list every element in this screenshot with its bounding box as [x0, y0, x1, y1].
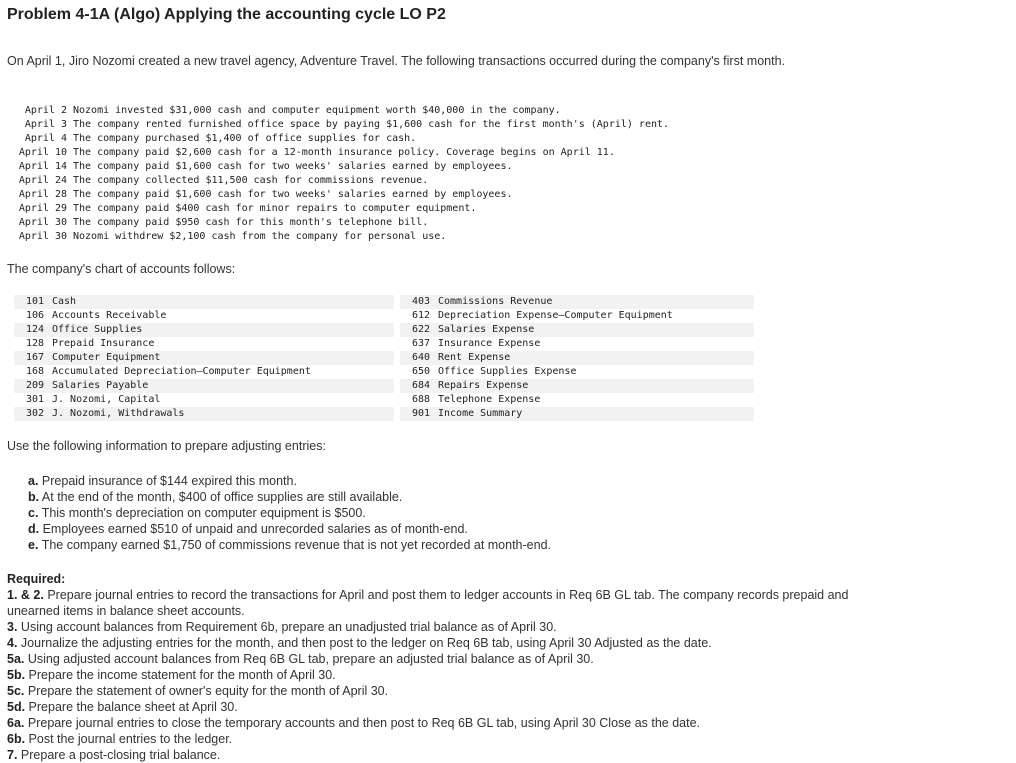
account-name: Office Supplies Expense: [438, 366, 577, 377]
account-row: [14, 323, 394, 337]
account-row: [14, 337, 394, 351]
adjustment-item: [28, 537, 551, 553]
account-row: [400, 393, 754, 407]
adjustment-item: [28, 505, 551, 521]
account-row: [14, 407, 394, 421]
account-row: [14, 351, 394, 365]
account-row: [400, 323, 754, 337]
transaction-date: April 2: [24, 105, 67, 116]
account-row: [14, 309, 394, 323]
account-name: Commissions Revenue: [438, 296, 553, 307]
adjustment-text: At the end of the month, $400 of office supplies are still available.: [41, 490, 403, 504]
chart-of-accounts-intro: The company's chart of accounts follows:: [7, 262, 236, 276]
account-number: 901: [411, 408, 430, 419]
required-text: Prepare journal entries to record the transactions for April and post them to ledger accounts in Req 6B GL tab. The company records prepaid and unearned items in balance sheet accounts.: [7, 588, 849, 618]
account-number: 640: [411, 352, 430, 363]
account-number: 209: [25, 380, 44, 391]
adjustment-item: [28, 489, 551, 505]
required-heading: Required:: [7, 572, 66, 586]
transaction-text: The company paid $1,600 cash for two weeks' salaries earned by employees.: [73, 161, 513, 172]
required-item: [7, 747, 857, 763]
required-text: Prepare the income statement for the month of April 30.: [28, 668, 336, 682]
account-number: 101: [25, 296, 44, 307]
account-name: Accumulated Depreciation—Computer Equipment: [52, 366, 311, 377]
required-text: Prepare the balance sheet at April 30.: [28, 700, 238, 714]
transaction-date: April 28: [18, 189, 67, 200]
account-row: [400, 379, 754, 393]
required-item: [7, 683, 857, 699]
adjustment-letter: b.: [28, 490, 40, 504]
transaction-text: The company paid $400 cash for minor repairs to computer equipment.: [73, 203, 477, 214]
required-text: Using adjusted account balances from Req 6B GL tab, prepare an adjusted trial balance as of April 30.: [27, 652, 594, 666]
account-name: Accounts Receivable: [52, 310, 167, 321]
transaction-row: [7, 202, 669, 216]
account-row: [14, 295, 394, 309]
transaction-date: April 3: [24, 119, 67, 130]
account-number: 622: [411, 324, 430, 335]
adjustment-item: [28, 521, 551, 537]
account-name: Repairs Expense: [438, 380, 529, 391]
account-number: 612: [411, 310, 430, 321]
account-name: Rent Expense: [438, 352, 511, 363]
required-item: [7, 635, 857, 651]
account-name: Depreciation Expense—Computer Equipment: [438, 310, 673, 321]
required-text: Prepare a post-closing trial balance.: [20, 748, 221, 762]
required-label: 5d.: [7, 700, 26, 714]
required-label: 5a.: [7, 652, 25, 666]
transaction-row: [7, 188, 669, 202]
adjustment-letter: e.: [28, 538, 39, 552]
adjustment-letter: a.: [28, 474, 39, 488]
account-number: 106: [25, 310, 44, 321]
account-name: Telephone Expense: [438, 394, 541, 405]
page-title: Problem 4-1A (Algo) Applying the accounting cycle LO P2: [7, 6, 446, 23]
required-label: 4.: [7, 636, 18, 650]
adjusting-intro: Use the following information to prepare adjusting entries:: [7, 439, 326, 453]
transaction-row: [7, 104, 669, 118]
account-number: 124: [25, 324, 44, 335]
transaction-row: [7, 230, 669, 244]
required-label: 6a.: [7, 716, 25, 730]
account-name: Prepaid Insurance: [52, 338, 155, 349]
transaction-text: Nozomi invested $31,000 cash and computer equipment worth $40,000 in the company.: [73, 105, 561, 116]
required-text: Using account balances from Requirement 6b, prepare an unadjusted trial balance as of April 30.: [20, 620, 557, 634]
required-items: [7, 587, 857, 763]
required-text: Prepare journal entries to close the temporary accounts and then post to Req 6B GL tab, using April 30 Close as the date.: [27, 716, 701, 730]
required-item: [7, 651, 857, 667]
required-item: [7, 619, 857, 635]
transaction-date: April 30: [18, 231, 67, 242]
account-row: [400, 365, 754, 379]
account-name: Salaries Expense: [438, 324, 535, 335]
adjustment-text: The company earned $1,750 of commissions revenue that is not yet recorded at month-end.: [41, 538, 552, 552]
required-label: 6b.: [7, 732, 26, 746]
transaction-text: Nozomi withdrew $2,100 cash from the company for personal use.: [73, 231, 447, 242]
required-label: 7.: [7, 748, 18, 762]
account-name: Income Summary: [438, 408, 523, 419]
account-row: [14, 393, 394, 407]
account-name: Insurance Expense: [438, 338, 541, 349]
account-number: 637: [411, 338, 430, 349]
transaction-text: The company purchased $1,400 of office supplies for cash.: [73, 133, 417, 144]
required-text: Post the journal entries to the ledger.: [28, 732, 233, 746]
transaction-date: April 24: [18, 175, 67, 186]
account-row: [400, 351, 754, 365]
required-label: 3.: [7, 620, 18, 634]
required-label: 5b.: [7, 668, 26, 682]
accounts-right-column: [400, 295, 754, 421]
account-row: [400, 337, 754, 351]
transaction-text: The company collected $11,500 cash for commissions revenue.: [73, 175, 429, 186]
account-number: 301: [25, 394, 44, 405]
transaction-row: [7, 118, 669, 132]
account-name: Salaries Payable: [52, 380, 149, 391]
transaction-text: The company paid $2,600 cash for a 12-month insurance policy. Coverage begins on April 11.: [73, 147, 615, 158]
adjustment-text: Employees earned $510 of unpaid and unrecorded salaries as of month-end.: [42, 522, 468, 536]
account-name: Computer Equipment: [52, 352, 161, 363]
transactions-list: [7, 104, 669, 244]
account-row: [400, 407, 754, 421]
account-number: 650: [411, 366, 430, 377]
required-item: [7, 667, 857, 683]
transaction-date: April 14: [18, 161, 67, 172]
account-name: J. Nozomi, Capital: [52, 394, 161, 405]
adjustment-letter: c.: [28, 506, 39, 520]
account-number: 403: [411, 296, 430, 307]
required-section: [7, 571, 857, 763]
transaction-row: [7, 174, 669, 188]
account-number: 684: [411, 380, 430, 391]
transaction-text: The company rented furnished office space by paying $1,600 cash for the first month's (April) rent.: [73, 119, 670, 130]
transaction-date: April 30: [18, 217, 67, 228]
account-name: J. Nozomi, Withdrawals: [52, 408, 185, 419]
account-number: 167: [25, 352, 44, 363]
transaction-text: The company paid $1,600 cash for two weeks' salaries earned by employees.: [73, 189, 513, 200]
required-text: Prepare the statement of owner's equity for the month of April 30.: [27, 684, 389, 698]
adjustment-letter: d.: [28, 522, 40, 536]
account-row: [400, 295, 754, 309]
transaction-row: [7, 146, 669, 160]
account-row: [400, 309, 754, 323]
required-label: 5c.: [7, 684, 25, 698]
account-name: Office Supplies: [52, 324, 143, 335]
adjustment-text: Prepaid insurance of $144 expired this month.: [41, 474, 297, 488]
required-item: [7, 715, 857, 731]
transaction-row: [7, 216, 669, 230]
transaction-date: April 29: [18, 203, 67, 214]
account-number: 302: [25, 408, 44, 419]
required-item: [7, 731, 857, 747]
required-label: 1. & 2.: [7, 588, 44, 602]
required-text: Journalize the adjusting entries for the month, and then post to the ledger on Req 6B tab, using April 30 Adjusted as the date.: [20, 636, 712, 650]
transaction-text: The company paid $950 cash for this month's telephone bill.: [73, 217, 429, 228]
transaction-date: April 4: [24, 133, 67, 144]
account-name: Cash: [52, 296, 77, 307]
adjustments-list: [28, 473, 551, 553]
transaction-row: [7, 132, 669, 146]
account-number: 168: [25, 366, 44, 377]
account-number: 128: [25, 338, 44, 349]
account-row: [14, 365, 394, 379]
accounts-left-column: [14, 295, 394, 421]
account-number: 688: [411, 394, 430, 405]
chart-of-accounts-table: [14, 295, 754, 422]
transaction-row: [7, 160, 669, 174]
adjustment-item: [28, 473, 551, 489]
required-item: [7, 587, 857, 619]
adjustment-text: This month's depreciation on computer equipment is $500.: [41, 506, 366, 520]
account-row: [14, 379, 394, 393]
required-item: [7, 699, 857, 715]
transaction-date: April 10: [18, 147, 67, 158]
intro-paragraph: On April 1, Jiro Nozomi created a new travel agency, Adventure Travel. The following transactions occurred during the company's first month.: [7, 54, 785, 68]
